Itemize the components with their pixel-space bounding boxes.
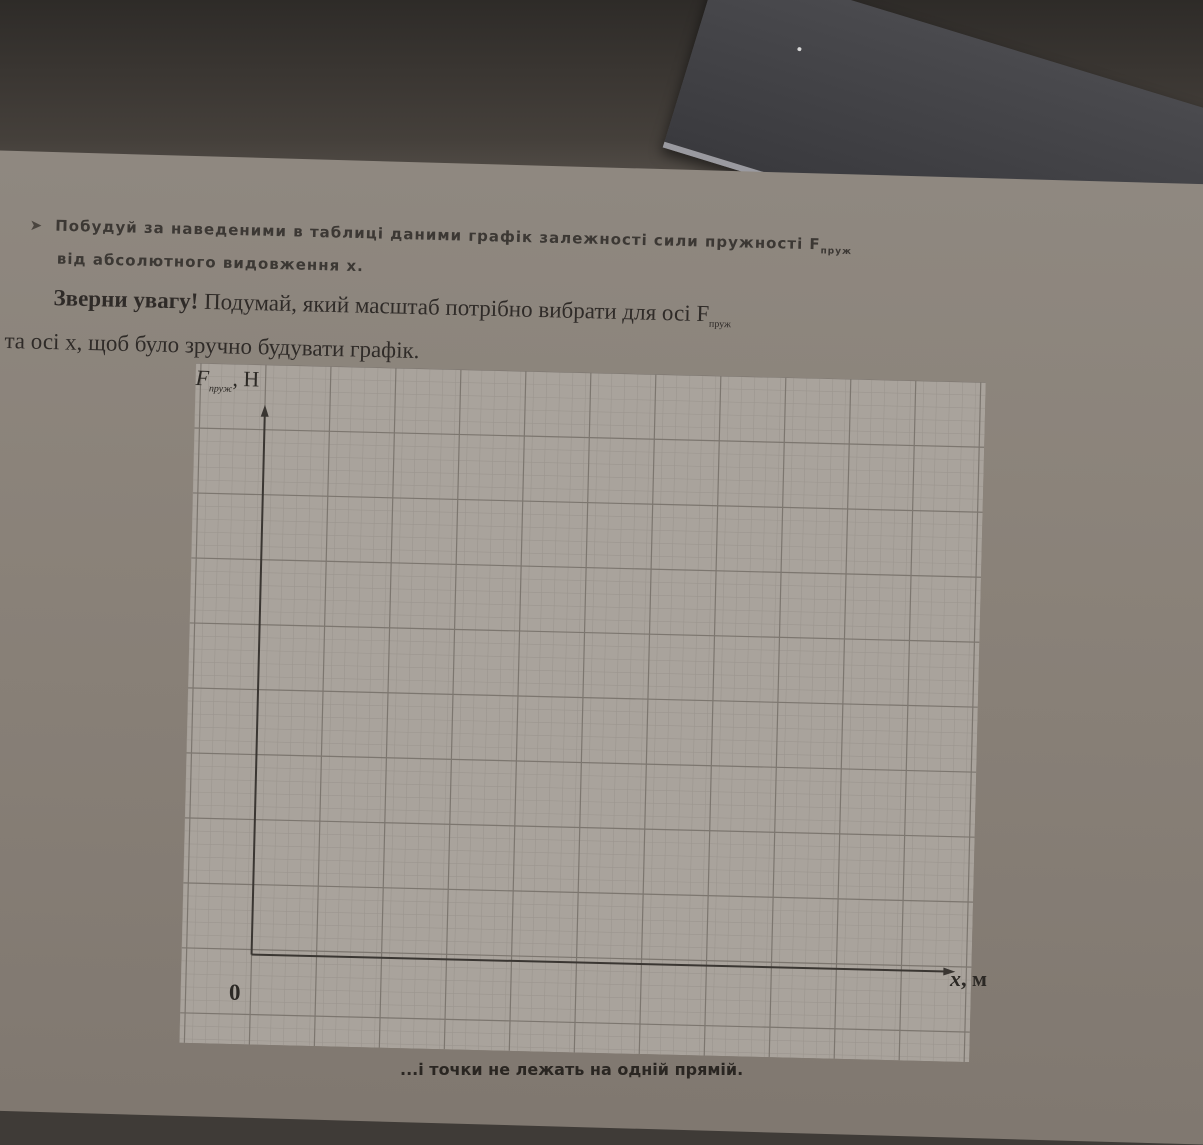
y-axis-label bbox=[195, 365, 259, 396]
bottom-text: ...і точки не лежать на одній прямій. bbox=[400, 1060, 744, 1079]
task-line-2: від абсолютного видовження x. bbox=[56, 249, 365, 276]
y-axis-unit: , Н bbox=[232, 365, 260, 392]
graph-paper[interactable] bbox=[179, 363, 985, 1062]
task-line-1: Побудуй за наведеними в таблиці даними графік залежності сили пружності F bbox=[55, 216, 821, 254]
origin-label: 0 bbox=[229, 980, 241, 1005]
note-text-2: та осі x, щоб було зручно будувати графік. bbox=[4, 327, 420, 363]
task-subscript: пруж bbox=[820, 246, 853, 258]
note-bold: Зверни увагу! bbox=[53, 285, 199, 314]
bullet-arrow-icon: ➤ bbox=[29, 215, 44, 235]
attention-note bbox=[4, 280, 1203, 386]
graph-grid bbox=[179, 363, 985, 1062]
x-axis-label bbox=[950, 966, 987, 992]
y-axis-symbol: F bbox=[195, 365, 210, 391]
note-subscript: пруж bbox=[708, 318, 732, 331]
x-axis-symbol: x bbox=[950, 966, 961, 991]
x-axis-unit: , м bbox=[961, 966, 987, 991]
note-text-1: Подумай, який масштаб потрібно вибрати для осі F bbox=[198, 288, 710, 327]
y-axis-subscript: пруж bbox=[208, 383, 233, 395]
